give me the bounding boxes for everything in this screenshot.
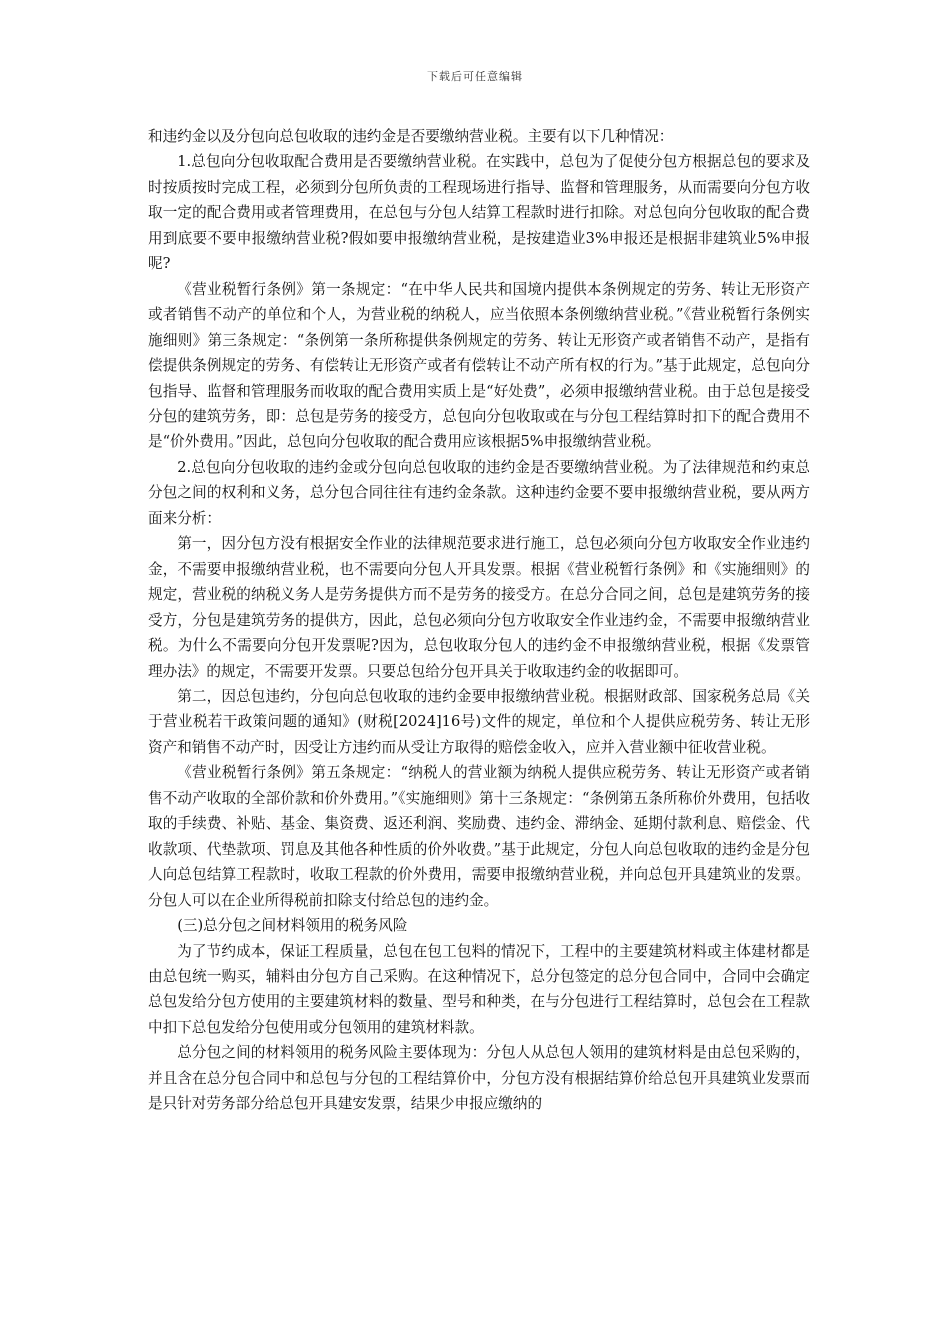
paragraph-4: 2.总包向分包收取的违约金或分包向总包收取的违约金是否要缴纳营业税。为了法律规范和约束总分包之间的权利和义务，总分包合同往往有违约金条款。这种违约金要不要申报缴纳营业税，要从两方面来分析： <box>148 458 810 527</box>
section-heading: (三)总分包之间材料领用的税务风险 <box>177 917 408 935</box>
paragraph-7: 《营业税暂行条例》第五条规定：“纳税人的营业额为纳税人提供应税劳务、转让无形资产或者销售不动产收取的全部价款和价外费用。”《实施细则》第十三条规定：“条例第五条所称价外费用，包括收取的手续费、补贴、基金、集资费、返还利润、奖励费、违约金、滞纳金、延期付款利息、赔偿金、代收款项、代垫款项、罚息及其他各种性质的价外收费。”基于此规定，分包人向总包收取的违约金是分包人向总包结算工程款时，收取工程款的价外费用，需要申报缴纳营业税，并向总包开具建筑业的发票。分包人可以在企业所得税前扣除支付给总包的违约金。 <box>148 764 810 909</box>
page-header: 下载后可任意编辑 <box>427 70 523 83</box>
paragraph-2: 1.总包向分包收取配合费用是否要缴纳营业税。在实践中，总包为了促使分包方根据总包的要求及时按质按时完成工程，必须到分包所负责的工程现场进行指导、监督和管理服务，从而需要向分包方收取一定的配合费用或者管理费用，在总包与分包人结算工程款时进行扣除。对总包向分包收取的配合费用到底要不要申报缴纳营业税?假如要申报缴纳营业税，是按建造业3%申报还是根据非建筑业5%申报呢? <box>148 153 810 273</box>
paragraph-8: 为了节约成本，保证工程质量，总包在包工包料的情况下，工程中的主要建筑材料或主体建材都是由总包统一购买，辅料由分包方自己采购。在这种情况下，总分包签定的总分包合同中，合同中会确定总包发给分包方使用的主要建筑材料的数量、型号和种类，在与分包进行工程结算时，总包会在工程款中扣下总包发给分包使用或分包领用的建筑材料款。 <box>148 942 810 1036</box>
paragraph-6: 第二，因总包违约，分包向总包收取的违约金要申报缴纳营业税。根据财政部、国家税务总局《关于营业税若干政策问题的通知》(财税[2024]16号)文件的规定，单位和个人提供应税劳务、转让无形资产和销售不动产时，因受让方违约而从受让方取得的赔偿金收入，应并入营业额中征收营业税。 <box>148 687 810 756</box>
document-body <box>148 124 810 1117</box>
paragraph-3: 《营业税暂行条例》第一条规定：“在中华人民共和国境内提供本条例规定的劳务、转让无形资产或者销售不动产的单位和个人，为营业税的纳税人，应当依照本条例缴纳营业税。”《营业税暂行条例实施细则》第三条规定：“条例第一条所称提供条例规定的劳务、转让无形资产或者销售不动产，是指有偿提供条例规定的劳务、有偿转让无形资产或者有偿转让不动产所有权的行为。”基于此规定，总包向分包指导、监督和管理服务而收取的配合费用实质上是“好处费”，必须申报缴纳营业税。由于总包是接受分包的建筑劳务，即：总包是劳务的接受方，总包向分包收取或在与分包工程结算时扣下的配合费用不是“价外费用。”因此，总包向分包收取的配合费用应该根据5%申报缴纳营业税。 <box>148 280 810 451</box>
paragraph-5: 第一，因分包方没有根据安全作业的法律规范要求进行施工，总包必须向分包方收取安全作业违约金，不需要申报缴纳营业税，也不需要向分包人开具发票。根据《营业税暂行条例》和《实施细则》的规定，营业税的纳税义务人是劳务提供方而不是劳务的接受方。在总分合同之间，总包是建筑劳务的接受方，分包是建筑劳务的提供方，因此，总包必须向分包方收取安全作业违约金，不需要申报缴纳营业税。为什么不需要向分包开发票呢?因为，总包收取分包人的违约金不申报缴纳营业税，根据《发票管理办法》的规定，不需要开发票。只要总包给分包开具关于收取违约金的收据即可。 <box>148 535 810 680</box>
paragraph-1: 和违约金以及分包向总包收取的违约金是否要缴纳营业税。主要有以下几种情况： <box>148 128 674 145</box>
paragraph-9: 总分包之间的材料领用的税务风险主要体现为：分包人从总包人领用的建筑材料是由总包采购的，并且含在总分包合同中和总包与分包的工程结算价中，分包方没有根据结算价给总包开具建筑业发票而是只针对劳务部分给总包开具建安发票，结果少申报应缴纳的 <box>148 1044 810 1113</box>
